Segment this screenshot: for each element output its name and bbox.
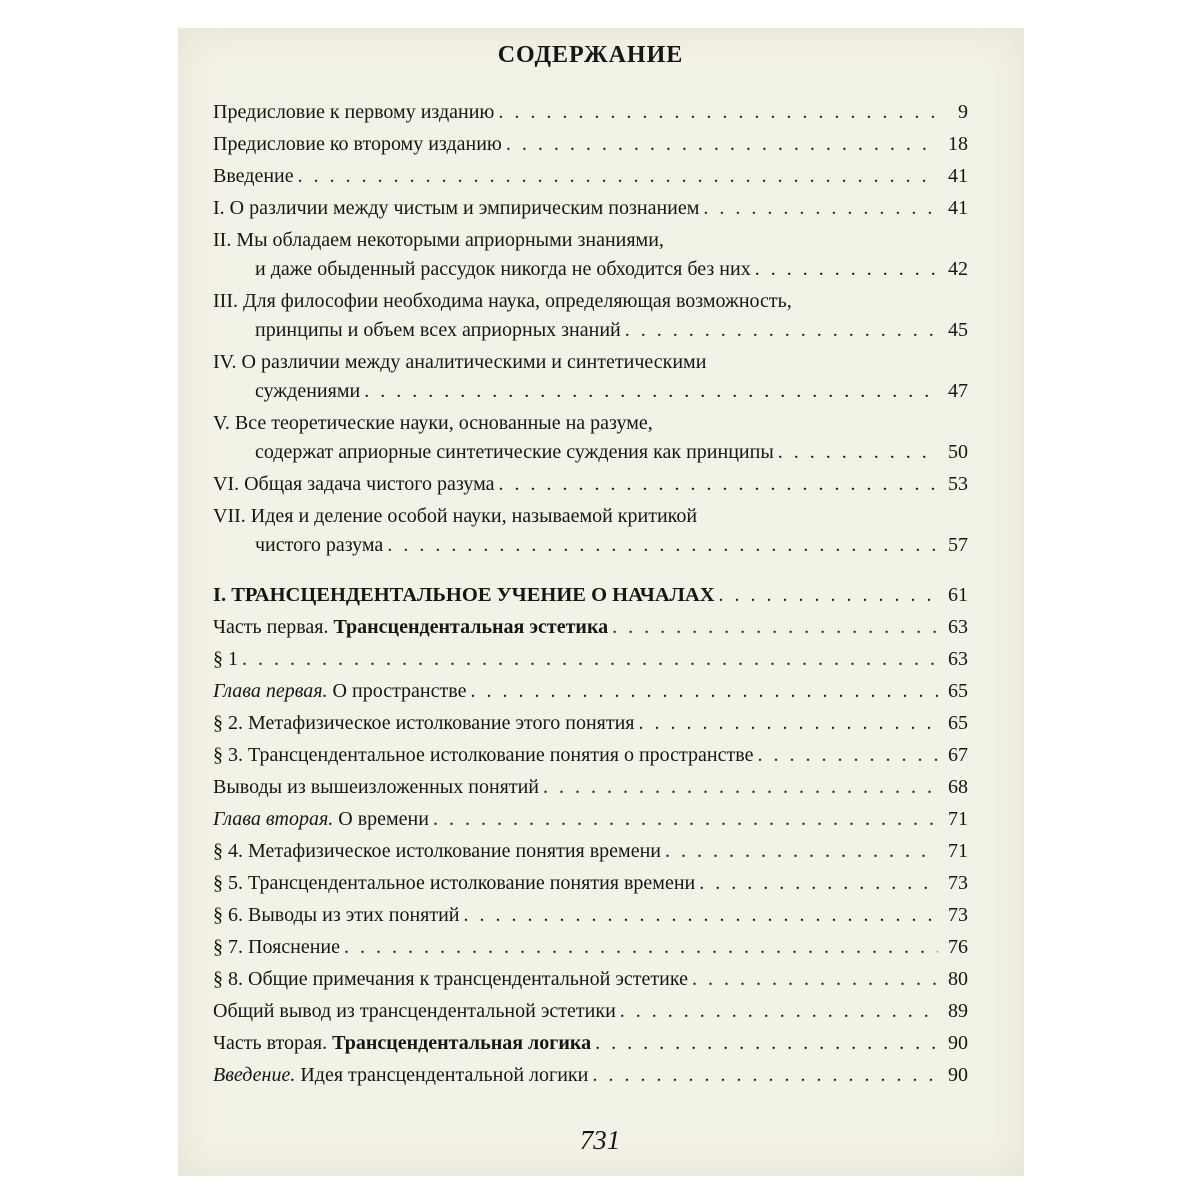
entry-title: § 4. Метафизическое истолкование понятия времени xyxy=(213,840,661,862)
toc-entry xyxy=(213,613,968,642)
dot-leader xyxy=(364,377,938,406)
entry-page: 18 xyxy=(948,133,968,155)
toc-entry xyxy=(213,709,968,738)
dot-leader xyxy=(464,901,938,930)
entry-page: 73 xyxy=(948,904,968,926)
dot-leader xyxy=(543,773,938,802)
entry-page: 61 xyxy=(948,584,968,606)
entry-page: 80 xyxy=(948,968,968,990)
entry-title: Общий вывод из трансцендентальной эстетики xyxy=(213,1000,616,1022)
entry-title: Предисловие ко второму изданию xyxy=(213,133,502,155)
toc-entry xyxy=(213,805,968,834)
table-of-contents xyxy=(213,40,968,1093)
entry-page: 67 xyxy=(948,744,968,766)
entry-title-line2: содержат априорные синтетические суждения как принципы xyxy=(255,441,774,463)
entry-page: 45 xyxy=(948,319,968,341)
entry-title: § 1 xyxy=(213,648,238,670)
toc-entry xyxy=(213,965,968,994)
toc-entry xyxy=(213,741,968,770)
dot-leader xyxy=(433,805,938,834)
entry-page: 47 xyxy=(948,380,968,402)
toc-entry xyxy=(213,130,968,159)
toc-entry xyxy=(213,773,968,802)
entry-title-rest: О пространстве xyxy=(327,680,467,702)
toc-title: СОДЕРЖАНИЕ xyxy=(497,42,684,68)
entry-title-bold: Трансцендентальная логика xyxy=(332,1032,592,1054)
entry-page: 41 xyxy=(948,197,968,219)
entry-title-line1: VII. Идея и деление особой науки, называемой критикой xyxy=(213,505,698,527)
entry-page: 68 xyxy=(948,776,968,798)
toc-entry xyxy=(213,645,968,674)
dot-leader xyxy=(344,933,938,962)
entry-title-line2: чистого разума xyxy=(255,534,384,556)
entry-title-line1: IV. О различии между аналитическими и синтетическими xyxy=(213,351,707,373)
toc-entry xyxy=(213,997,968,1026)
entry-title: I. ТРАНСЦЕНДЕНТАЛЬНОЕ УЧЕНИЕ О НАЧАЛАХ xyxy=(213,584,715,606)
entry-title: § 3. Трансцендентальное истолкование понятия о пространстве xyxy=(213,744,754,766)
entry-title-italic: Глава первая. xyxy=(213,680,328,702)
dot-leader xyxy=(719,581,938,610)
toc-entry xyxy=(213,287,968,345)
entry-page: 90 xyxy=(948,1032,968,1054)
toc-entry xyxy=(213,1061,968,1090)
toc-entry xyxy=(213,933,968,962)
dot-leader xyxy=(298,162,938,191)
entry-page: 89 xyxy=(948,1000,968,1022)
entry-title: Предисловие к первому изданию xyxy=(213,101,495,123)
dot-leader xyxy=(387,531,938,560)
entry-title: Введение xyxy=(213,165,294,187)
dot-leader xyxy=(665,837,938,866)
dot-leader xyxy=(595,1029,938,1058)
entry-title-line2: принципы и объем всех априорных знаний xyxy=(255,319,621,341)
dot-leader xyxy=(470,677,938,706)
entry-page: 50 xyxy=(948,441,968,463)
toc-entry xyxy=(213,677,968,706)
toc-entry xyxy=(213,194,968,223)
entry-page: 41 xyxy=(948,165,968,187)
entry-title-line2: суждениями xyxy=(255,380,361,402)
entry-page: 57 xyxy=(948,534,968,556)
dot-leader xyxy=(699,869,938,898)
toc-entry xyxy=(213,869,968,898)
dot-leader xyxy=(506,130,938,159)
dot-leader xyxy=(612,613,938,642)
entry-page: 65 xyxy=(948,712,968,734)
entry-page: 71 xyxy=(948,808,968,830)
dot-leader xyxy=(625,316,938,345)
entry-page: 53 xyxy=(948,473,968,495)
toc-entry xyxy=(213,162,968,191)
entry-title: I. О различии между чистым и эмпирическим познанием xyxy=(213,197,700,219)
dot-leader xyxy=(692,965,938,994)
toc-entry xyxy=(213,226,968,284)
entry-page: 9 xyxy=(958,101,968,123)
entry-page: 90 xyxy=(948,1064,968,1086)
entry-title-italic: Глава вторая. xyxy=(213,808,334,830)
dot-leader xyxy=(620,997,938,1026)
entry-page: 42 xyxy=(948,258,968,280)
toc-entry xyxy=(213,409,968,467)
entry-page: 73 xyxy=(948,872,968,894)
toc-entry xyxy=(213,348,968,406)
entry-title: § 5. Трансцендентальное истолкование понятия времени xyxy=(213,872,696,894)
dot-leader xyxy=(778,438,938,467)
dot-leader xyxy=(242,645,938,674)
entry-title-line2: и даже обыденный рассудок никогда не обходится без них xyxy=(255,258,751,280)
entry-title: § 8. Общие примечания к трансцендентальной эстетике xyxy=(213,968,688,990)
dot-leader xyxy=(757,741,938,770)
dot-leader xyxy=(498,470,938,499)
entry-title: VI. Общая задача чистого разума xyxy=(213,473,495,495)
toc-section-heading xyxy=(213,581,968,610)
dot-leader xyxy=(755,255,938,284)
entry-title-line1: V. Все теоретические науки, основанные на разуме, xyxy=(213,412,653,434)
entry-title-line1: III. Для философии необходима наука, определяющая возможность, xyxy=(213,290,792,312)
dot-leader xyxy=(638,709,938,738)
section-gap xyxy=(213,563,968,581)
entry-title-line1: II. Мы обладаем некоторыми априорными знаниями, xyxy=(213,229,664,251)
entry-page: 63 xyxy=(948,648,968,670)
toc-entry xyxy=(213,98,968,127)
entry-prefix: Часть первая. xyxy=(213,616,334,638)
entry-title: § 7. Пояснение xyxy=(213,936,341,958)
entry-title-rest: Идея трансцендентальной логики xyxy=(295,1064,589,1086)
entry-title-italic: Введение. xyxy=(213,1064,296,1086)
toc-entry xyxy=(213,837,968,866)
entry-title-bold: Трансцендентальная эстетика xyxy=(333,616,609,638)
dot-leader xyxy=(592,1061,938,1090)
dot-leader xyxy=(498,98,938,127)
entry-page: 65 xyxy=(948,680,968,702)
entry-title-rest: О времени xyxy=(333,808,429,830)
entry-title: Выводы из вышеизложенных понятий xyxy=(213,776,539,798)
page-number: 731 xyxy=(579,1125,621,1155)
entry-title: § 2. Метафизическое истолкование этого понятия xyxy=(213,712,635,734)
toc-entry xyxy=(213,470,968,499)
entry-title: § 6. Выводы из этих понятий xyxy=(213,904,460,926)
entry-prefix: Часть вторая. xyxy=(213,1032,333,1054)
toc-entry xyxy=(213,1029,968,1058)
entry-page: 76 xyxy=(948,936,968,958)
entry-page: 63 xyxy=(948,616,968,638)
toc-entry xyxy=(213,502,968,560)
toc-entry xyxy=(213,901,968,930)
entry-page: 71 xyxy=(948,840,968,862)
dot-leader xyxy=(703,194,938,223)
